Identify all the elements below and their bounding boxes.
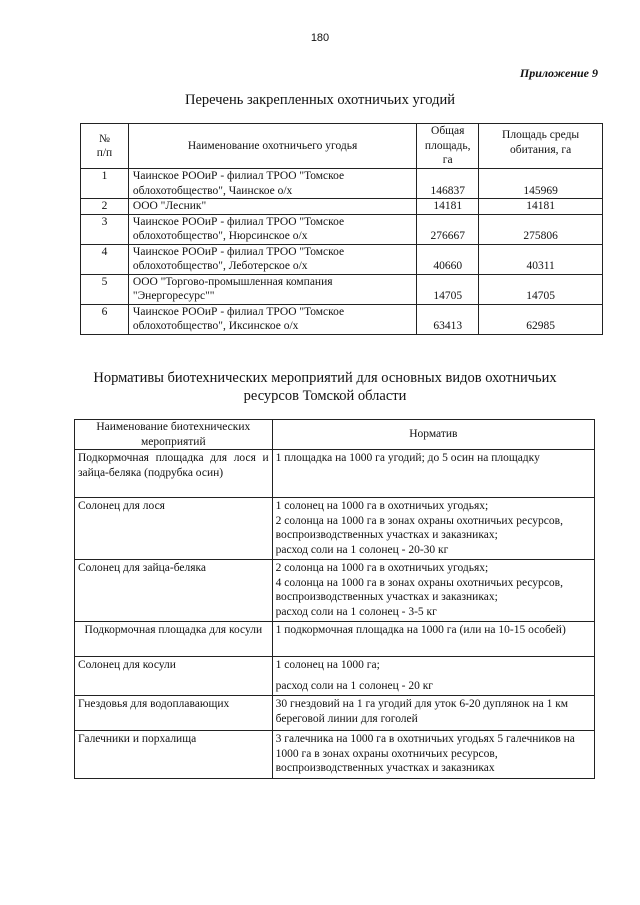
norm-line: 2 солонца на 1000 га в охотничьих угодьях;: [275, 562, 489, 574]
measure-cell: Солонец для зайца-беляка: [75, 560, 273, 622]
header-habitat-line2: обитания, га: [510, 143, 572, 156]
norm-line: 1 подкормочная площадка на 1000 га (или на 10-15 особей): [275, 624, 566, 636]
table-row: [75, 450, 595, 498]
row-name-line1: ООО "Торгово-промышленная компания: [132, 275, 333, 288]
header-habitat-line1: Площадь среды: [502, 129, 580, 141]
header-name: Наименование охотничьего угодья: [128, 124, 416, 169]
norm-cell: [272, 696, 594, 731]
header-num-line2: п/п: [96, 147, 113, 159]
row-name-line1: Чаинское РООиР - филиал ТРОО "Томское: [132, 245, 345, 258]
row-habitat: 14705: [479, 274, 603, 304]
norm-cell: [272, 731, 594, 779]
row-habitat: 275806: [479, 214, 603, 244]
table-row: [81, 274, 603, 304]
header-habitat: [479, 124, 603, 169]
row-num: 4: [81, 244, 129, 274]
row-area: 276667: [417, 214, 479, 244]
row-name-line2: облохотобщество", Нюрсинское о/х: [132, 230, 308, 242]
norm-line: 4 солонца на 1000 га в зонах охраны охотничьих ресурсов, воспроизводственных участках и заказниках;: [275, 576, 563, 603]
row-name-line2: "Энергоресурс"": [132, 290, 215, 302]
header-norm: Норматив: [272, 420, 594, 450]
row-area: 63413: [417, 304, 479, 334]
table-row: [75, 657, 595, 696]
measure-cell: Подкормочная площадка для косули: [75, 622, 273, 657]
norm-line: 1 площадка на 1000 га угодий; до 5 осин на площадку: [275, 452, 540, 464]
table-row: [81, 214, 603, 244]
table-row: [75, 498, 595, 560]
header-measure-line1: Наименование биотехнических: [96, 421, 251, 433]
norm-line: 2 солонца на 1000 га в зонах охраны охотничьих ресурсов, воспроизводственных участках и заказниках;: [275, 514, 563, 541]
table-row: [75, 622, 595, 657]
norm-cell: [272, 560, 594, 622]
row-name: [128, 274, 416, 304]
table1-title: Перечень закрепленных охотничьих угодий: [184, 92, 456, 108]
table2-title: [60, 369, 590, 405]
norm-line: расход соли на 1 солонец - 20-30 кг: [275, 543, 449, 556]
header-measure: [75, 420, 273, 450]
table-row: [81, 304, 603, 334]
table-header-row: [75, 420, 595, 450]
hunting-grounds-table: [80, 123, 603, 335]
table-header-row: [81, 124, 603, 169]
row-name-line1: Чаинское РООиР - филиал ТРОО "Томское: [132, 170, 345, 182]
row-habitat: 40311: [479, 244, 603, 274]
row-name-line2: облохотобщество", Чаинское о/х: [132, 184, 293, 197]
header-area: [417, 124, 479, 169]
header-num-line1: №: [98, 132, 110, 145]
table-row: [81, 169, 603, 199]
row-area: 40660: [417, 244, 479, 274]
header-area-line3: га: [442, 154, 453, 167]
header-area-line1: Общая: [431, 125, 465, 138]
norm-cell: [272, 622, 594, 657]
row-name-line1: Чаинское РООиР - филиал ТРОО "Томское: [132, 305, 345, 318]
norm-line: 1 солонец на 1000 га;: [275, 659, 380, 671]
table-row: [81, 244, 603, 274]
table-row: [75, 731, 595, 779]
biotech-norms-table: [74, 419, 595, 779]
norm-line: 1 солонец на 1000 га в охотничьих угодьях;: [275, 500, 489, 512]
row-name: [128, 214, 416, 244]
row-name: ООО "Лесник": [128, 199, 416, 215]
norm-cell: [272, 498, 594, 560]
measure-cell: Солонец для лося: [75, 498, 273, 560]
measure-cell: Солонец для косули: [75, 657, 273, 696]
row-area: 14181: [417, 199, 479, 215]
row-num: 2: [81, 199, 129, 215]
row-habitat: 145969: [479, 169, 603, 199]
norm-cell: [272, 450, 594, 498]
row-area: 146837: [417, 169, 479, 199]
row-name: [128, 169, 416, 199]
norm-line: расход соли на 1 солонец - 20 кг: [275, 679, 433, 692]
table-row: [75, 560, 595, 622]
row-area: 14705: [417, 274, 479, 304]
table-row: [81, 199, 603, 215]
header-measure-line2: мероприятий: [141, 435, 206, 448]
row-name-line2: облохотобщество", Леботерское о/х: [132, 260, 308, 272]
row-name-line2: облохотобщество", Иксинское о/х: [132, 320, 299, 332]
page-number: 180: [310, 32, 330, 44]
table2-title-line1: Нормативы биотехнических мероприятий для основных видов охотничьих: [93, 370, 557, 386]
row-habitat: 14181: [479, 199, 603, 215]
row-habitat: 62985: [479, 304, 603, 334]
norm-line: расход соли на 1 солонец - 3-5 кг: [275, 605, 437, 618]
row-name: [128, 304, 416, 334]
header-num: [81, 124, 129, 169]
row-num: 6: [81, 304, 129, 334]
row-name-line1: Чаинское РООиР - филиал ТРОО "Томское: [132, 215, 345, 228]
norm-line: 3 галечника на 1000 га в охотничьих угодьях 5 галечников на 1000 га в зонах охраны охотничьих ресурсов, воспроизводственных участках и заказниках: [275, 733, 575, 774]
appendix-label: Приложение 9: [519, 66, 598, 80]
row-name: [128, 244, 416, 274]
row-num: 5: [81, 274, 129, 304]
row-num: 3: [81, 214, 129, 244]
row-num: 1: [81, 169, 129, 199]
norm-cell: [272, 657, 594, 696]
measure-cell: Гнездовья для водоплавающих: [75, 696, 273, 731]
measure-cell: Галечники и порхалища: [75, 731, 273, 779]
measure-cell: Подкормочная площадка для лося и зайца-беляка (подрубка осин): [75, 450, 273, 498]
table2-title-line2: ресурсов Томской области: [243, 388, 407, 404]
header-area-line2: площадь,: [424, 139, 471, 152]
norm-line: 30 гнездовий на 1 га угодий для уток 6-20 дуплянок на 1 км береговой линии для гоголей: [275, 698, 569, 725]
table-row: [75, 696, 595, 731]
